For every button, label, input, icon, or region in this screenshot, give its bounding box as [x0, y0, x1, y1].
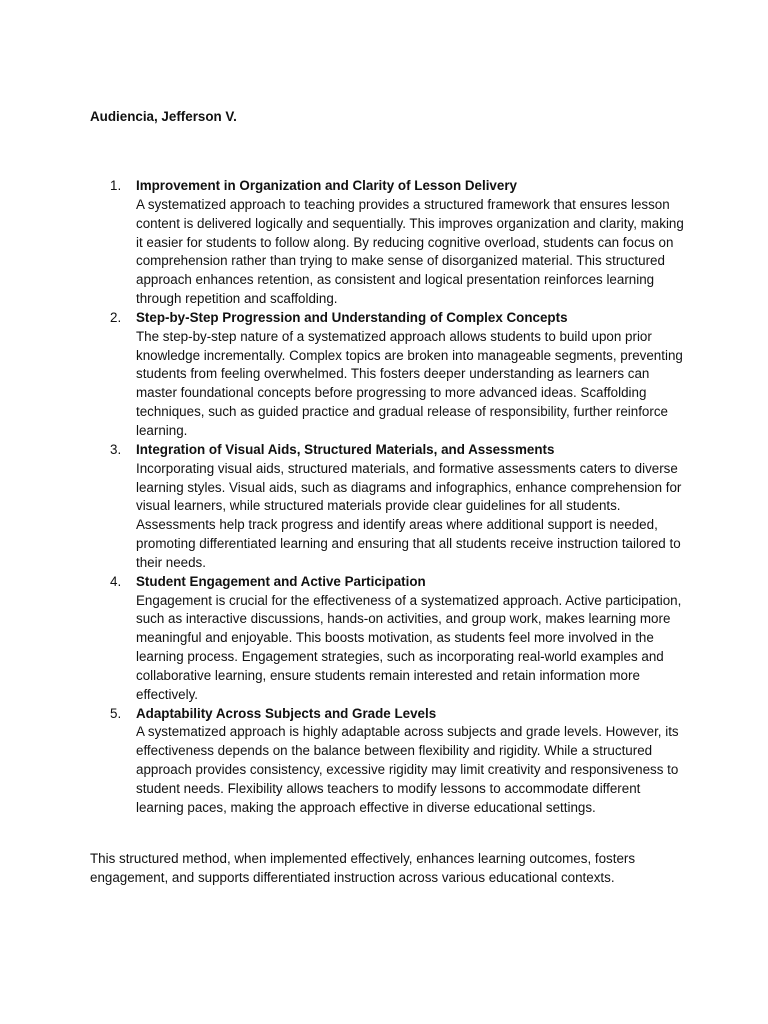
- list-item-body: Incorporating visual aids, structured materials, and formative assessments caters to diverse learning styles. Visual aids, such as diagrams and infographics, enhance comprehension for visual learners, while structured materials provide clear guidelines for all students. Assessments help track progress and identify areas where additional support is needed, promoting differentiated learning and ensuring that all students receive instruction tailored to their needs.: [136, 460, 682, 570]
- list-item-body: Engagement is crucial for the effectiveness of a systematized approach. Active participation, such as interactive discussions, hands-on activities, and group work, makes learning more meaningful and enjoyable. This boosts motivation, as students feel more involved in the learning process. Engagement strategies, such as incorporating real-world examples and collaborative learning, ensure students remain interested and retain information more effectively.: [136, 592, 682, 702]
- list-item: [110, 177, 690, 309]
- list-item-body: The step-by-step nature of a systematized approach allows students to build upon prior knowledge incrementally. Complex topics are broken into manageable segments, preventing students from feeling overwhelmed. This fosters deeper understanding as learners can master foundational concepts before progressing to more advanced ideas. Scaffolding techniques, such as guided practice and gradual release of responsibility, further reinforce learning.: [136, 328, 683, 438]
- list-item: [110, 573, 690, 705]
- list-item: [110, 441, 690, 573]
- list-item: [110, 309, 690, 441]
- list-item-number: 1.: [110, 178, 122, 193]
- author-name: Audiencia, Jefferson V.: [90, 109, 237, 124]
- list-item-body: A systematized approach is highly adaptable across subjects and grade levels. However, its effectiveness depends on the balance between flexibility and rigidity. While a structured approach provides consistency, excessive rigidity may limit creativity and responsiveness to student needs. Flexibility allows teachers to modify lessons to accommodate different learning paces, making the approach effective in diverse educational settings.: [136, 724, 679, 815]
- list-item-title: Improvement in Organization and Clarity of Lesson Delivery: [136, 178, 517, 193]
- list-item-title: Adaptability Across Subjects and Grade Levels: [136, 705, 437, 721]
- list-item-title: Integration of Visual Aids, Structured Materials, and Assessments: [136, 441, 555, 457]
- conclusion-paragraph: This structured method, when implemented effectively, enhances learning outcomes, fosters engagement, and supports differentiated instruction across various educational contexts.: [90, 851, 636, 885]
- numbered-list: [110, 177, 690, 818]
- list-item-number: 4.: [110, 573, 122, 589]
- list-item-title: Step-by-Step Progression and Understanding of Complex Concepts: [136, 309, 568, 325]
- list-item-body: A systematized approach to teaching provides a structured framework that ensures lesson content is delivered logically and sequentially. This improves organization and clarity, making it easier for students to follow along. By reducing cognitive overload, students can focus on comprehension rather than trying to make sense of disorganized material. This structured approach enhances retention, as consistent and logical presentation reinforces learning through repetition and scaffolding.: [136, 196, 684, 307]
- list-item: [110, 705, 690, 818]
- list-item-number: 5.: [110, 705, 122, 721]
- list-item-number: 3.: [110, 441, 122, 457]
- list-item-number: 2.: [110, 309, 122, 325]
- list-item-title: Student Engagement and Active Participation: [136, 573, 426, 589]
